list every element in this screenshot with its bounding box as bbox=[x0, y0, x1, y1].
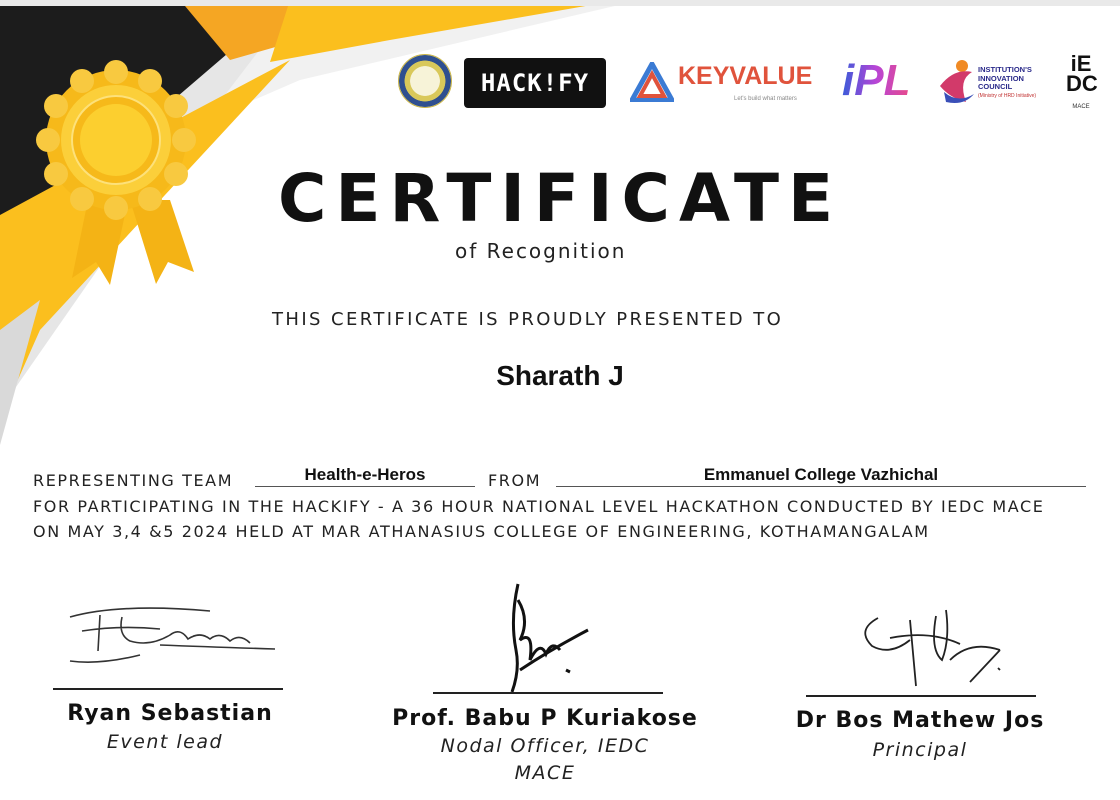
iic-logo-text bbox=[978, 66, 1050, 100]
signature-line-2 bbox=[433, 692, 663, 694]
hackify-logo: HACK!FY bbox=[464, 58, 606, 108]
iic-sub: (Ministry of HRD Initiative) bbox=[978, 92, 1037, 99]
signature-bos-mathew-jos bbox=[850, 600, 1020, 695]
signature-ryan-sebastian bbox=[60, 595, 290, 675]
signatory-3-name: Dr Bos Mathew Jos bbox=[795, 708, 1045, 733]
signature-line-1 bbox=[53, 688, 283, 690]
signatory-1-role: Event lead bbox=[106, 731, 224, 753]
iedc-logo-sub: MACE bbox=[1072, 104, 1090, 110]
signature-babu-kuriakose bbox=[490, 580, 610, 695]
certificate-title: CERTIFICATE bbox=[277, 160, 843, 237]
certificate-subtitle: of Recognition bbox=[455, 239, 627, 263]
keyvalue-logo bbox=[630, 60, 816, 106]
college-name-field: Emmanuel College Vazhichal bbox=[556, 464, 1086, 487]
college-emblem-logo bbox=[398, 54, 452, 108]
iic-line-3: COUNCIL bbox=[978, 82, 1013, 91]
iic-line-1: INSTITUTION'S bbox=[978, 65, 1032, 74]
signatory-1-name: Ryan Sebastian bbox=[67, 701, 273, 726]
team-name-field: Health-e-Heros bbox=[255, 464, 475, 487]
ipl-logo: iPL bbox=[842, 56, 911, 105]
keyvalue-triangle-icon bbox=[630, 62, 674, 102]
keyvalue-tagline: Let's build what matters bbox=[734, 96, 797, 102]
signatory-2-name: Prof. Babu P Kuriakose bbox=[392, 706, 698, 731]
iic-line-2: INNOVATION bbox=[978, 73, 1024, 83]
presented-to-text: THIS CERTIFICATE IS PROUDLY PRESENTED TO bbox=[272, 309, 784, 330]
iedc-logo: iE DC bbox=[1066, 51, 1098, 96]
keyvalue-wordmark: KEYVALUE bbox=[678, 62, 813, 90]
from-label: FROM bbox=[488, 471, 542, 490]
signatory-3-role: Principal bbox=[872, 739, 968, 761]
description-line-1: FOR PARTICIPATING IN THE HACKIFY - A 36 HOUR NATIONAL LEVEL HACKATHON CONDUCTED BY IEDC MACE bbox=[33, 497, 1045, 516]
signatory-2-role: Nodal Officer, IEDC MACE bbox=[440, 735, 650, 784]
recipient-name: Sharath J bbox=[496, 360, 624, 391]
top-strip bbox=[0, 0, 1120, 6]
description-line-2: ON MAY 3,4 &5 2024 HELD AT MAR ATHANASIUS COLLEGE OF ENGINEERING, KOTHAMANGALAM bbox=[33, 522, 930, 541]
representing-team-label: REPRESENTING TEAM bbox=[33, 471, 234, 490]
signature-line-3 bbox=[806, 695, 1036, 697]
iic-figure-icon bbox=[936, 58, 976, 108]
